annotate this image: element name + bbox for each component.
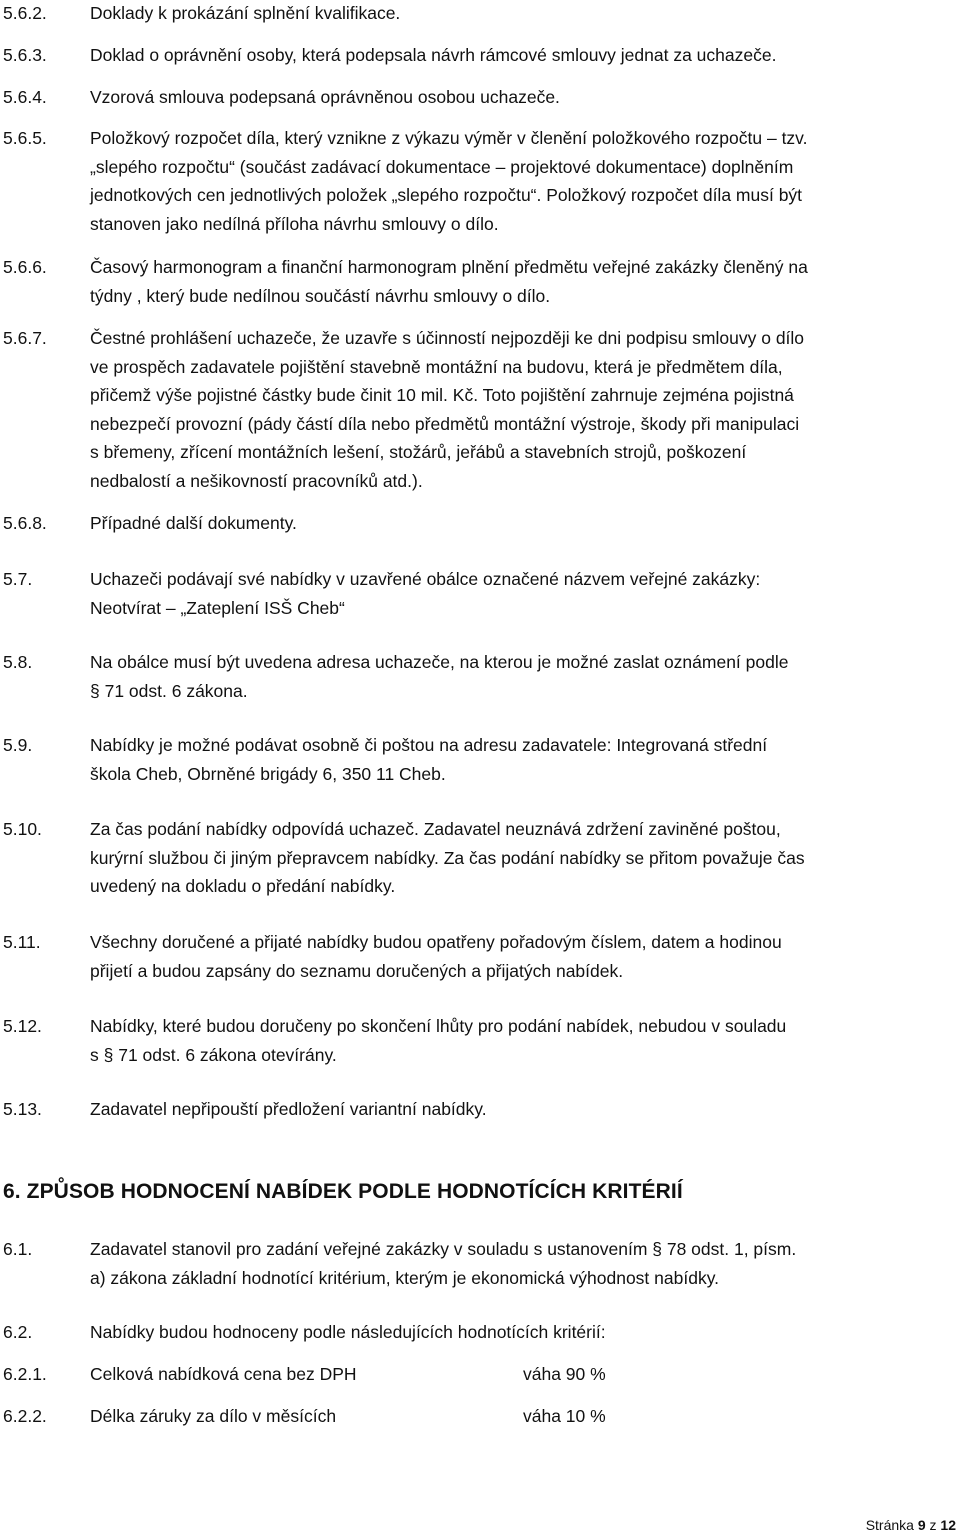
item-text (90, 509, 956, 538)
page-total: 12 (940, 1517, 956, 1533)
text-line: nedbalostí a nešikovností pracovníků atd.). (90, 470, 423, 491)
item-number: 6.2. (3, 1322, 33, 1342)
item-number: 5.11. (3, 932, 41, 952)
list-item (3, 83, 957, 112)
list-item (3, 41, 957, 70)
text-line: s břemeny, zřícení montážních lešení, stožárů, jeřábů a stavebních strojů, poškození (90, 442, 747, 462)
item-text (90, 928, 956, 985)
item-text (90, 1095, 956, 1124)
item-text (90, 124, 956, 238)
list-item (3, 1235, 957, 1292)
text-line: Na obálce musí být uvedena adresa uchazeče, na kterou je možné zaslat oznámení podle (90, 652, 789, 672)
text-line: Časový harmonogram a finanční harmonogram plnění předmětu veřejné zakázky členěný na (90, 257, 808, 277)
item-text (90, 731, 956, 788)
item-number: 5.6.8. (3, 513, 47, 533)
list-item (3, 648, 957, 705)
item-number: 6.1. (3, 1239, 33, 1259)
text-line: škola Cheb, Obrněné brigády 6, 350 11 Cheb. (90, 763, 446, 784)
criterion-weight: váha 90 % (523, 1364, 606, 1384)
page-current: 9 (917, 1517, 926, 1533)
page-label: Stránka (865, 1517, 914, 1533)
text-line: Případné další dokumenty. (90, 513, 297, 533)
text-line: Doklad o oprávnění osoby, která podepsala návrh rámcové smlouvy jednat za uchazeče. (90, 45, 777, 65)
item-number: 5.8. (3, 652, 33, 672)
item-text (90, 565, 956, 622)
list-item (3, 509, 957, 538)
item-number: 5.6.4. (3, 87, 47, 107)
list-item (3, 0, 957, 28)
text-line: a) zákona základní hodnotící kritérium, kterým je ekonomická výhodnost nabídky. (90, 1267, 720, 1288)
text-line: jednotkových cen jednotlivých položek „slepého rozpočtu“. Položkový rozpočet díla musí být (90, 185, 803, 205)
text-line: Zadavatel stanovil pro zadání veřejné zakázky v souladu s ustanovením § 78 odst. 1, písm. (90, 1239, 797, 1259)
item-number: 5.7. (3, 569, 33, 589)
item-text (90, 1235, 956, 1292)
item-number: 5.10. (3, 819, 42, 839)
text-line: s § 71 odst. 6 zákona otevírány. (90, 1044, 337, 1065)
item-text (90, 324, 956, 495)
text-line: přijetí a budou zapsány do seznamu doručených a přijatých nabídek. (90, 960, 624, 981)
list-item (3, 815, 957, 901)
text-line: kurýrní službou či jiným přepravcem nabídky. Za čas podání nabídky se přitom považuje čas (90, 847, 805, 868)
text-line: Zadavatel nepřipouští předložení variantní nabídky. (90, 1099, 487, 1119)
list-item (3, 1095, 957, 1124)
text-line: Nabídky budou hodnoceny podle následujících hodnotících kritérií: (90, 1322, 606, 1342)
item-text (90, 1318, 956, 1347)
list-item (3, 731, 957, 788)
item-text (90, 1012, 956, 1069)
text-line: týdny , který bude nedílnou součástí návrhu smlouvy o dílo. (90, 285, 551, 306)
list-item (3, 124, 957, 238)
criterion-number: 6.2.1. (3, 1364, 47, 1384)
text-line: ve prospěch zadavatele pojištění stavebně montážní na budovu, která je předmětem díla, (90, 356, 783, 377)
list-item (3, 1012, 957, 1069)
item-number: 5.6.6. (3, 257, 47, 277)
text-line: Uchazeči podávají své nabídky v uzavřené obálce označené názvem veřejné zakázky: (90, 569, 761, 589)
text-line: Nabídky, které budou doručeny po skončení lhůty pro podání nabídek, nebudou v souladu (90, 1016, 787, 1036)
text-line: Nabídky je možné podávat osobně či poštou na adresu zadavatele: Integrovaná střední (90, 735, 768, 755)
text-line: Vzorová smlouva podepsaná oprávněnou osobou uchazeče. (90, 87, 560, 107)
text-line: „slepého rozpočtu“ (součást zadávací dokumentace – projektové dokumentace) doplněním (90, 156, 794, 177)
item-number: 5.6.5. (3, 128, 47, 148)
list-item (3, 928, 957, 985)
item-number: 5.13. (3, 1099, 42, 1119)
item-text (90, 648, 956, 705)
criterion-weight: váha 10 % (523, 1406, 606, 1426)
page-separator: z (929, 1517, 937, 1533)
text-line: § 71 odst. 6 zákona. (90, 680, 248, 701)
item-number: 5.9. (3, 735, 33, 755)
list-item (3, 1318, 957, 1347)
text-line: Neotvírat – „Zateplení ISŠ Cheb“ (90, 597, 345, 618)
section-heading: 6. ZPŮSOB HODNOCENÍ NABÍDEK PODLE HODNOTÍCÍCH KRITÉRIÍ (3, 1180, 683, 1203)
item-number: 5.12. (3, 1016, 42, 1036)
list-item (3, 565, 957, 622)
criterion-name: Celková nabídková cena bez DPH (90, 1364, 357, 1384)
item-text (90, 41, 956, 70)
item-number: 5.6.3. (3, 45, 47, 65)
item-number: 5.6.7. (3, 328, 47, 348)
item-text (90, 83, 956, 112)
text-line: stanoven jako nedílná příloha návrhu smlouvy o dílo. (90, 213, 499, 234)
item-text (90, 253, 956, 310)
criterion-row (3, 1360, 723, 1389)
criterion-name: Délka záruky za dílo v měsících (90, 1406, 337, 1426)
text-line: Čestné prohlášení uchazeče, že uzavře s účinností nejpozději ke dni podpisu smlouvy o dílo (90, 328, 805, 348)
criterion-row (3, 1402, 723, 1431)
list-item (3, 253, 957, 310)
text-line: Doklady k prokázání splnění kvalifikace. (90, 3, 401, 23)
page-footer (866, 1516, 956, 1534)
text-line: Za čas podání nabídky odpovídá uchazeč. Zadavatel neuznává zdržení zaviněné poštou, (90, 819, 781, 839)
item-text (90, 815, 956, 901)
text-line: Položkový rozpočet díla, který vznikne z výkazu výměr v členění položkového rozpočtu – tzv. (90, 128, 808, 148)
text-line: Všechny doručené a přijaté nabídky budou opatřeny pořadovým číslem, datem a hodinou (90, 932, 782, 952)
item-number: 5.6.2. (3, 3, 47, 23)
text-line: nebezpečí provozní (pády částí díla nebo předmětů montážní výstroje, škody při manipulaci (90, 413, 800, 434)
criterion-number: 6.2.2. (3, 1406, 47, 1426)
text-line: uvedený na dokladu o předání nabídky. (90, 876, 396, 896)
item-text (90, 0, 956, 28)
list-item (3, 324, 957, 495)
text-line: přičemž výše pojistné částky bude činit 10 mil. Kč. Toto pojištění zahrnuje zejména pojistná (90, 385, 794, 405)
